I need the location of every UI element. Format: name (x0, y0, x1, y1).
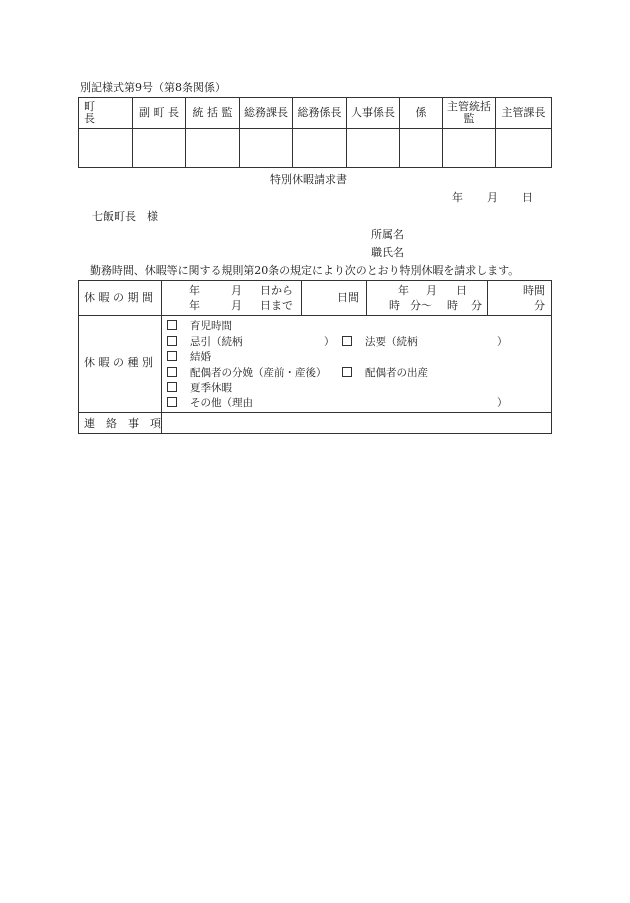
to-year: 年 (189, 299, 200, 312)
contact-field[interactable] (163, 414, 549, 432)
date2-year: 年 (398, 284, 409, 297)
hours-label: 時間 (523, 284, 545, 297)
approval-stamp-cell[interactable] (496, 129, 552, 168)
name-label: 職氏名 (371, 246, 404, 259)
date-month: 月 (487, 191, 498, 204)
option-mourning[interactable] (167, 336, 243, 349)
option-label: 配偶者の分娩（産前・産後） (190, 367, 327, 379)
approval-header-cell: 総務係長 (293, 98, 347, 129)
approval-header-cell: 人事係長 (347, 98, 400, 129)
period-divider (301, 281, 302, 315)
date-year: 年 (452, 191, 463, 204)
checkbox-icon[interactable] (167, 382, 177, 392)
period-divider (366, 281, 367, 315)
document-title: 特別休暇請求書 (270, 173, 347, 186)
row-divider (79, 315, 551, 316)
mourning-close-paren: ） (324, 336, 335, 348)
option-label: 配偶者の出産 (365, 367, 428, 379)
approval-stamp-cell[interactable] (443, 129, 496, 168)
approval-header-cell: 統 括 監 (186, 98, 240, 129)
date2-month: 月 (426, 284, 437, 297)
other-close-paren: ） (497, 397, 508, 409)
checkbox-icon[interactable] (167, 336, 177, 346)
memorial-close-paren: ） (497, 336, 508, 348)
date2-day: 日 (456, 284, 467, 297)
approval-stamp-cell[interactable] (293, 129, 347, 168)
option-label: 法要（続柄 (365, 336, 418, 348)
label-col-divider (161, 281, 162, 433)
from-year: 年 (189, 284, 200, 297)
leave-request-table (78, 280, 552, 434)
checkbox-icon[interactable] (342, 367, 352, 377)
type-label: 休 暇 の 種 別 (84, 356, 153, 369)
approval-stamp-cell[interactable] (240, 129, 293, 168)
approval-stamp-row (79, 129, 552, 168)
to-month: 月 (231, 299, 242, 312)
statement: 勤務時間、休暇等に関する規則第20条の規定により次のとおり特別休暇を請求します。 (90, 264, 520, 277)
checkbox-icon[interactable] (167, 320, 177, 330)
checkbox-icon[interactable] (167, 397, 177, 407)
option-summer[interactable] (167, 382, 232, 395)
option-label: 夏季休暇 (190, 382, 232, 394)
checkbox-icon[interactable] (167, 367, 177, 377)
form-id: 別記様式第9号（第8条関係） (80, 81, 226, 94)
contact-label: 連 絡 事 項 (84, 417, 161, 430)
approval-table (78, 97, 552, 168)
approval-header-cell: 主管統括監 (443, 98, 496, 129)
option-label: 育児時間 (190, 320, 232, 332)
time-hour2: 時 (447, 299, 458, 312)
option-spouse-birth[interactable] (167, 367, 327, 380)
approval-stamp-cell[interactable] (79, 129, 133, 168)
dept-label: 所属名 (371, 228, 404, 241)
approval-header-cell: 副 町 長 (133, 98, 186, 129)
days-label: 日間 (337, 291, 359, 304)
checkbox-icon[interactable] (342, 336, 352, 346)
time-hour: 時 (389, 299, 400, 312)
option-other[interactable] (167, 397, 253, 410)
option-childcare[interactable] (167, 320, 232, 333)
option-label: その他（理由 (190, 397, 253, 409)
approval-header-row (79, 98, 552, 129)
approval-header-cell: 町 長 (79, 98, 133, 129)
to-day: 日まで (260, 299, 293, 312)
option-spouse-delivery[interactable] (342, 367, 428, 380)
period-divider (487, 281, 488, 315)
approval-stamp-cell[interactable] (133, 129, 186, 168)
approval-header-cell: 主管課長 (496, 98, 552, 129)
option-memorial[interactable] (342, 336, 418, 349)
row-divider (79, 412, 551, 413)
addressee: 七飯町長 様 (92, 210, 158, 223)
time-min: 分～ (410, 299, 432, 312)
option-marriage[interactable] (167, 351, 211, 364)
from-day: 日から (260, 284, 293, 297)
option-label: 結婚 (190, 351, 211, 363)
approval-header-cell: 係 (400, 98, 443, 129)
from-month: 月 (231, 284, 242, 297)
approval-stamp-cell[interactable] (186, 129, 240, 168)
checkbox-icon[interactable] (167, 351, 177, 361)
approval-stamp-cell[interactable] (347, 129, 400, 168)
approval-header-cell: 総務課長 (240, 98, 293, 129)
time-min2: 分 (471, 299, 482, 312)
date-day: 日 (522, 191, 533, 204)
period-label: 休 暇 の 期 間 (84, 291, 153, 304)
option-label: 忌引（続柄 (190, 336, 243, 348)
minutes-label: 分 (534, 299, 545, 312)
approval-stamp-cell[interactable] (400, 129, 443, 168)
